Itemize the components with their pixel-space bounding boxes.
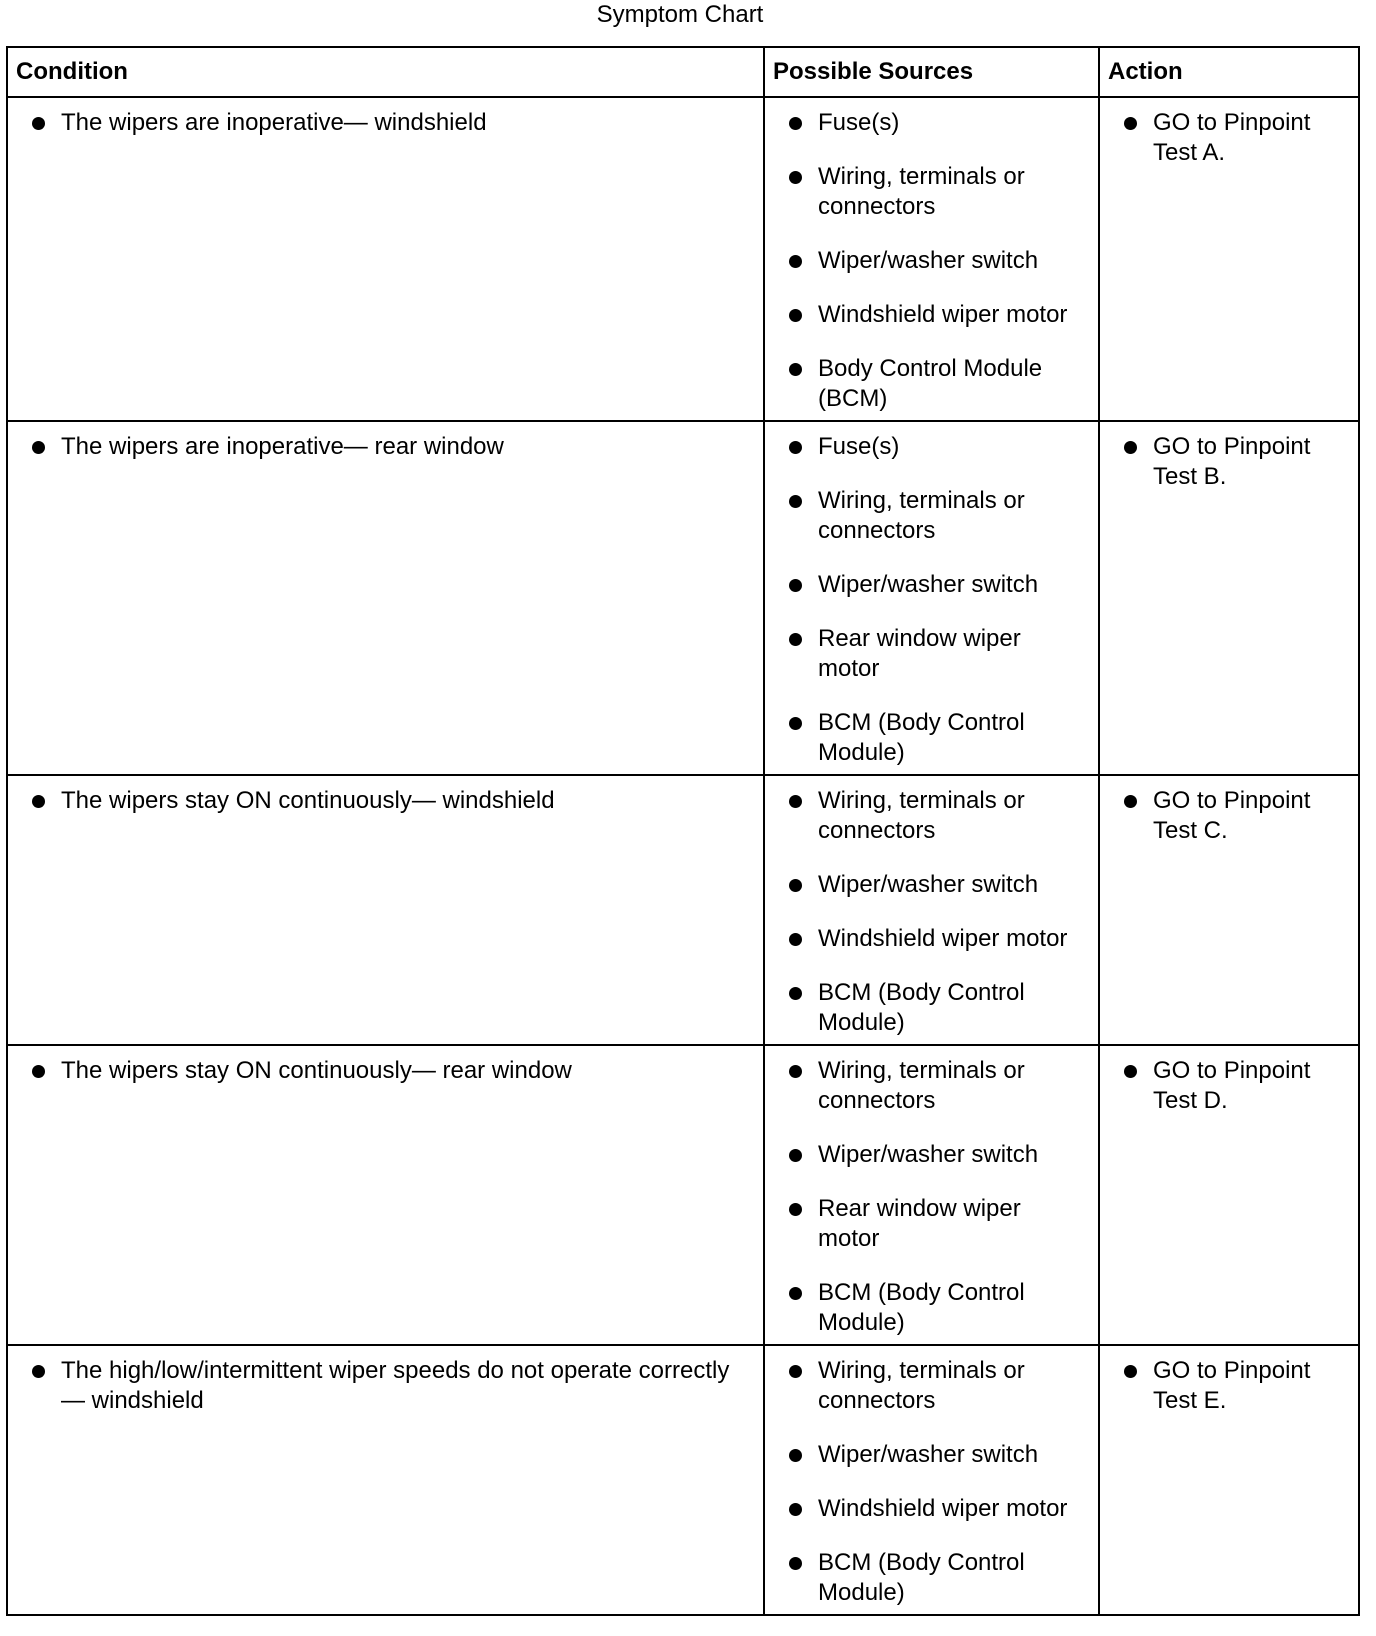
table-row [7,1345,1359,1615]
header-condition: Condition [7,47,764,97]
condition-cell [7,1045,764,1345]
sources-list [775,108,1088,414]
condition-text: The high/low/intermittent wiper speeds do not operate correctly— windshield [18,1356,753,1416]
action-list [1110,1056,1348,1116]
source-item: Fuse(s) [775,432,1088,462]
sources-cell [764,775,1099,1045]
condition-text: The wipers stay ON continuously— windshield [18,786,753,816]
sources-cell [764,1045,1099,1345]
symptom-table [6,46,1360,1616]
table-row [7,97,1359,421]
table-row [7,421,1359,775]
source-item: Wiring, terminals or connectors [775,486,1088,546]
action-cell [1099,1345,1359,1615]
sources-cell [764,421,1099,775]
source-item: BCM (Body Control Module) [775,708,1088,768]
condition-list [18,786,753,816]
source-item: Body Control Module (BCM) [775,354,1088,414]
header-action: Action [1099,47,1359,97]
source-item: BCM (Body Control Module) [775,1278,1088,1338]
source-item: Wiring, terminals or connectors [775,786,1088,846]
condition-cell [7,775,764,1045]
condition-list [18,1056,753,1086]
source-item: Fuse(s) [775,108,1088,138]
action-cell [1099,1045,1359,1345]
condition-cell [7,421,764,775]
condition-cell [7,1345,764,1615]
sources-list [775,786,1088,1038]
action-text: GO to Pinpoint Test C. [1110,786,1348,846]
source-item: Windshield wiper motor [775,924,1088,954]
source-item: Wiper/washer switch [775,246,1088,276]
action-list [1110,432,1348,492]
source-item: Wiper/washer switch [775,870,1088,900]
condition-list [18,432,753,462]
action-text: GO to Pinpoint Test A. [1110,108,1348,168]
table-row [7,1045,1359,1345]
source-item: Windshield wiper motor [775,1494,1088,1524]
source-item: Wiring, terminals or connectors [775,162,1088,222]
action-list [1110,108,1348,168]
chart-title: Symptom Chart [596,1,764,28]
source-item: BCM (Body Control Module) [775,1548,1088,1608]
source-item: Wiring, terminals or connectors [775,1056,1088,1116]
action-text: GO to Pinpoint Test E. [1110,1356,1348,1416]
source-item: Rear window wiper motor [775,1194,1088,1254]
source-item: BCM (Body Control Module) [775,978,1088,1038]
condition-list [18,108,753,138]
action-cell [1099,421,1359,775]
sources-cell [764,97,1099,421]
source-item: Rear window wiper motor [775,624,1088,684]
source-item: Wiring, terminals or connectors [775,1356,1088,1416]
source-item: Wiper/washer switch [775,570,1088,600]
condition-text: The wipers stay ON continuously— rear window [18,1056,753,1086]
action-cell [1099,775,1359,1045]
sources-list [775,1356,1088,1608]
source-item: Wiper/washer switch [775,1440,1088,1470]
condition-cell [7,97,764,421]
source-item: Windshield wiper motor [775,300,1088,330]
action-list [1110,786,1348,846]
condition-text: The wipers are inoperative— windshield [18,108,753,138]
source-item: Wiper/washer switch [775,1140,1088,1170]
condition-text: The wipers are inoperative— rear window [18,432,753,462]
action-text: GO to Pinpoint Test B. [1110,432,1348,492]
sources-list [775,432,1088,768]
action-cell [1099,97,1359,421]
header-row [7,47,1359,97]
sources-cell [764,1345,1099,1615]
header-possible-sources: Possible Sources [764,47,1099,97]
condition-list [18,1356,753,1416]
sources-list [775,1056,1088,1338]
table-row [7,775,1359,1045]
action-text: GO to Pinpoint Test D. [1110,1056,1348,1116]
action-list [1110,1356,1348,1416]
